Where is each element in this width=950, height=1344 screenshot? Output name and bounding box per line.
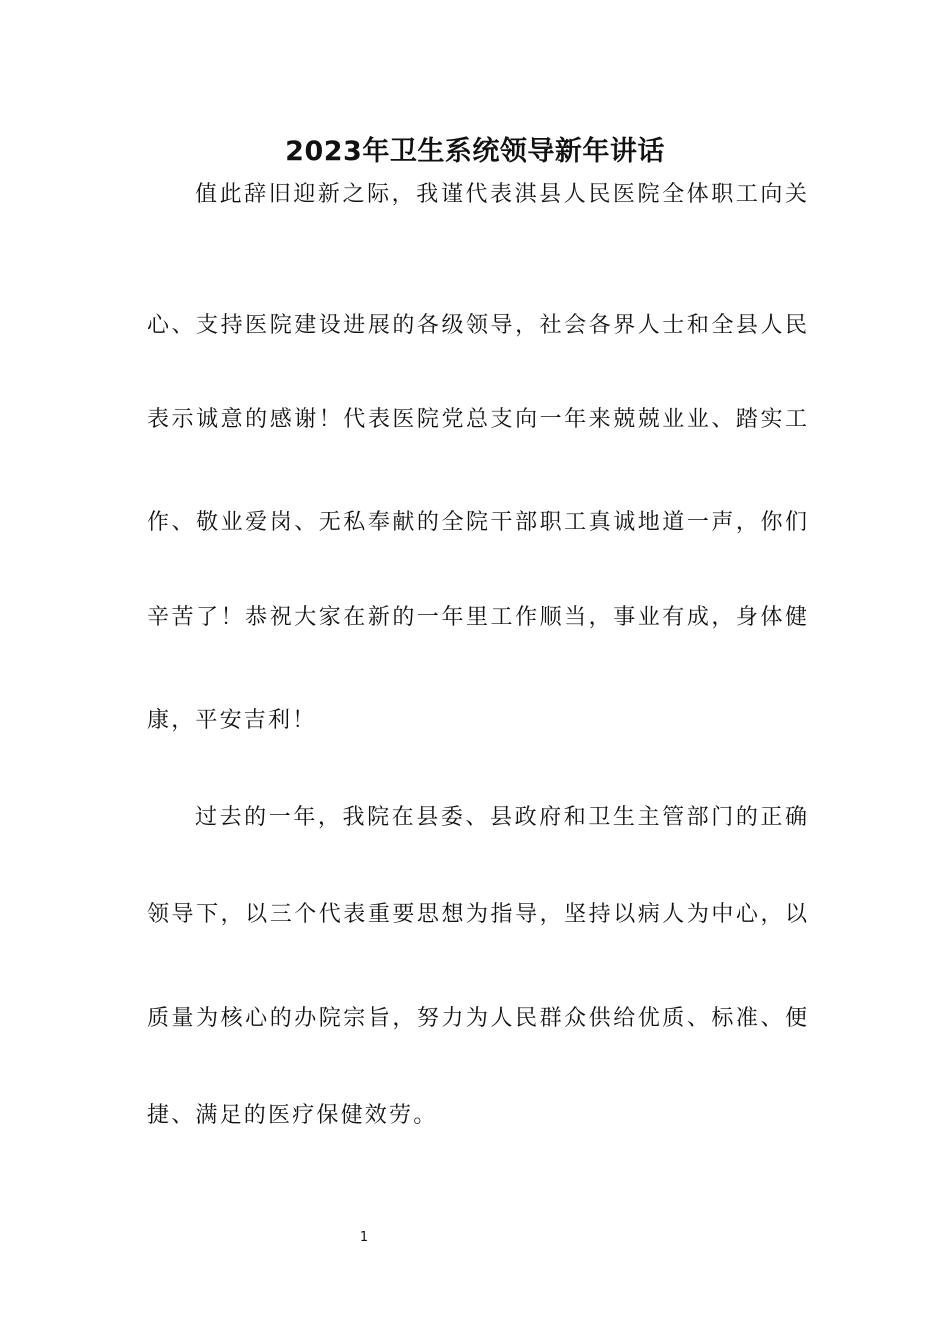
paragraph-2-line-4: 捷、满足的医疗保健效劳。 [147,1103,438,1128]
paragraph-2-line-2: 领导下，以三个代表重要思想为指导，坚持以病人为中心，以 [147,902,807,927]
paragraph-2-line-1: 过去的一年，我院在县委、县政府和卫生主管部门的正确 [195,805,807,830]
page-number: 1 [359,1230,369,1245]
paragraph-1-line-6: 康，平安吉利！ [147,708,317,733]
paragraph-2-line-3: 质量为核心的办院宗旨，努力为人民群众供给优质、标准、便 [147,1006,807,1031]
paragraph-1-line-1: 值此辞旧迎新之际，我谨代表淇县人民医院全体职工向关 [195,182,807,207]
paragraph-1-line-4: 作、敬业爱岗、无私奉献的全院干部职工真诚地道一声，你们 [147,510,807,535]
paragraph-1-line-3: 表示诚意的感谢！代表医院党总支向一年来兢兢业业、踏实工 [147,407,807,432]
document-title: 2023年卫生系统领导新年讲话 [285,136,665,167]
paragraph-1-line-5: 辛苦了！恭祝大家在新的一年里工作顺当，事业有成，身体健 [147,605,807,630]
paragraph-1-line-2: 心、支持医院建设进展的各级领导，社会各界人士和全县人民 [147,313,807,338]
